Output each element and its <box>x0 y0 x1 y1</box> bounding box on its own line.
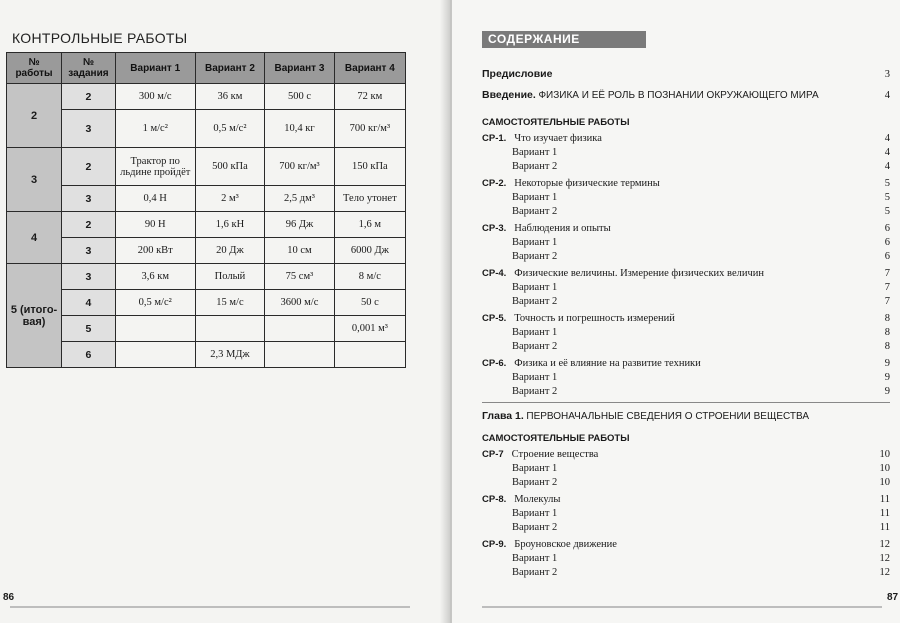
toc-entry-work[interactable] <box>482 222 890 235</box>
cell: 75 см³ <box>265 264 335 290</box>
page-ref: 8 <box>884 341 890 352</box>
page-ref: 4 <box>884 161 890 172</box>
header-work: № работы <box>7 53 62 84</box>
cell: 500 с <box>265 84 335 110</box>
cell: 10,4 кг <box>265 110 335 148</box>
work-title: Строение вещества <box>511 449 599 460</box>
page-number-left: 86 <box>3 592 15 603</box>
page-ref: 9 <box>884 386 890 397</box>
table-row <box>7 84 406 110</box>
cell: 1,6 м <box>334 212 405 238</box>
toc-entry-variant[interactable] <box>482 552 890 565</box>
footer-rule <box>482 606 882 608</box>
cell: 300 м/с <box>115 84 195 110</box>
page-ref: 9 <box>884 372 890 383</box>
work-cell: 5 (итого-вая) <box>7 264 62 368</box>
work-code: СР-6. <box>482 358 507 369</box>
page-ref: 6 <box>884 237 890 248</box>
work-title: Физические величины. Измерение физических величин <box>514 268 764 279</box>
chapter-label: ПЕРВОНАЧАЛЬНЫЕ СВЕДЕНИЯ О СТРОЕНИИ ВЕЩЕСТВА <box>526 411 809 422</box>
page-ref: 10 <box>879 477 890 488</box>
cell: 8 м/с <box>334 264 405 290</box>
contents-header: СОДЕРЖАНИЕ <box>482 31 646 48</box>
work-code: СР-4. <box>482 268 507 279</box>
page-ref: 10 <box>879 463 890 474</box>
page-ref: 9 <box>884 358 890 369</box>
toc-entry-variant[interactable] <box>482 191 890 204</box>
cell: 6000 Дж <box>334 238 405 264</box>
header-v3: Вариант 3 <box>265 53 335 84</box>
toc-entry-variant[interactable] <box>482 340 890 353</box>
toc-entry-variant[interactable] <box>482 385 890 398</box>
work-code: СР-8. <box>482 494 507 505</box>
variant-label: Вариант 1 <box>512 372 558 383</box>
variant-label: Вариант 2 <box>512 386 558 397</box>
cell: 36 км <box>195 84 265 110</box>
task-cell: 5 <box>62 316 116 342</box>
table-row <box>7 212 406 238</box>
task-cell: 3 <box>62 238 116 264</box>
toc-entry-work[interactable] <box>482 538 890 551</box>
work-title: Молекулы <box>514 494 561 505</box>
page-ref: 7 <box>884 268 890 279</box>
cell: Полый <box>195 264 265 290</box>
right-page <box>452 0 900 623</box>
work-code: СР-3. <box>482 223 507 234</box>
footer-rule <box>10 606 410 608</box>
cell: 15 м/с <box>195 290 265 316</box>
table-row <box>7 110 406 148</box>
page-ref: 4 <box>884 90 890 101</box>
header-v2: Вариант 2 <box>195 53 265 84</box>
variant-label: Вариант 2 <box>512 161 558 172</box>
cell <box>265 316 335 342</box>
variant-label: Вариант 1 <box>512 282 558 293</box>
cell: 0,5 м/с² <box>195 110 265 148</box>
variant-label: Вариант 2 <box>512 251 558 262</box>
toc-entry-work[interactable] <box>482 357 890 370</box>
page-ref: 11 <box>879 508 890 519</box>
toc-entry-work[interactable] <box>482 312 890 325</box>
section-title: САМОСТОЯТЕЛЬНЫЕ РАБОТЫ <box>482 117 630 128</box>
page-ref: 4 <box>884 133 890 144</box>
variant-label: Вариант 2 <box>512 477 558 488</box>
page-title: КОНТРОЛЬНЫЕ РАБОТЫ <box>12 30 188 46</box>
cell: 500 кПа <box>195 148 265 186</box>
cell <box>115 342 195 368</box>
cell: 3600 м/с <box>265 290 335 316</box>
variant-label: Вариант 1 <box>512 553 558 564</box>
task-cell: 6 <box>62 342 116 368</box>
page-ref: 10 <box>879 449 890 460</box>
toc-entry-variant[interactable] <box>482 521 890 534</box>
toc-entry-chapter1[interactable] <box>482 410 890 423</box>
page-ref: 12 <box>879 567 890 578</box>
left-page <box>0 0 448 623</box>
cell: 0,5 м/с² <box>115 290 195 316</box>
page-ref: 8 <box>884 327 890 338</box>
section-title: САМОСТОЯТЕЛЬНЫЕ РАБОТЫ <box>482 433 630 444</box>
toc-entry-intro[interactable] <box>482 89 890 102</box>
cell: 700 кг/м³ <box>334 110 405 148</box>
cell: 1 м/с² <box>115 110 195 148</box>
table-row <box>7 290 406 316</box>
page-ref: 5 <box>884 206 890 217</box>
cell <box>195 316 265 342</box>
cell: Трактор по льдине пройдёт <box>115 148 195 186</box>
toc-entry-variant[interactable] <box>482 250 890 263</box>
page-ref: 8 <box>884 313 890 324</box>
task-cell: 3 <box>62 264 116 290</box>
table-row <box>7 264 406 290</box>
work-title: Броуновское движение <box>514 539 617 550</box>
page-number-right: 87 <box>887 592 899 603</box>
toc-entry-variant[interactable] <box>482 205 890 218</box>
header-task: № задания <box>62 53 116 84</box>
work-code: СР-1. <box>482 133 507 144</box>
toc-entry-work[interactable] <box>482 448 890 461</box>
work-cell: 2 <box>7 84 62 148</box>
cell: 700 кг/м³ <box>265 148 335 186</box>
page-ref: 6 <box>884 223 890 234</box>
intro-label: ФИЗИКА И ЕЁ РОЛЬ В ПОЗНАНИИ ОКРУЖАЮЩЕГО МИРА <box>538 90 819 101</box>
cell <box>265 342 335 368</box>
cell: 2,3 МДж <box>195 342 265 368</box>
task-cell: 2 <box>62 212 116 238</box>
header-v4: Вариант 4 <box>334 53 405 84</box>
page-ref: 12 <box>879 553 890 564</box>
table-row <box>7 148 406 186</box>
toc-entry-variant[interactable] <box>482 371 890 384</box>
variant-label: Вариант 1 <box>512 147 558 158</box>
toc-entry-variant[interactable] <box>482 146 890 159</box>
work-code: СР-5. <box>482 313 507 324</box>
table-header-row <box>7 53 406 84</box>
page-ref: 6 <box>884 251 890 262</box>
task-cell: 2 <box>62 148 116 186</box>
task-cell: 3 <box>62 186 116 212</box>
cell: 20 Дж <box>195 238 265 264</box>
page-ref: 5 <box>884 192 890 203</box>
toc-entry-work[interactable] <box>482 267 890 280</box>
intro-prefix: Введение. <box>482 89 536 101</box>
page-ref: 7 <box>884 296 890 307</box>
work-title: Наблюдения и опыты <box>514 223 611 234</box>
work-code: СР-7 <box>482 449 504 460</box>
variant-label: Вариант 1 <box>512 508 558 519</box>
variant-label: Вариант 2 <box>512 296 558 307</box>
cell: 0,001 м³ <box>334 316 405 342</box>
toc-entry-variant[interactable] <box>482 507 890 520</box>
work-title: Некоторые физические термины <box>514 178 660 189</box>
variant-label: Вариант 2 <box>512 522 558 533</box>
work-title: Точность и погрешность измерений <box>514 313 675 324</box>
cell: 3,6 км <box>115 264 195 290</box>
preface-label: Предисловие <box>482 68 553 80</box>
variant-label: Вариант 1 <box>512 237 558 248</box>
toc-entry-variant[interactable] <box>482 326 890 339</box>
cell: 2,5 дм³ <box>265 186 335 212</box>
cell: 150 кПа <box>334 148 405 186</box>
cell: 10 см <box>265 238 335 264</box>
task-cell: 2 <box>62 84 116 110</box>
page-ref: 3 <box>884 69 890 80</box>
page-ref: 11 <box>879 494 890 505</box>
work-cell: 3 <box>7 148 62 212</box>
answers-table <box>6 52 406 368</box>
variant-label: Вариант 1 <box>512 327 558 338</box>
toc-entry-variant[interactable] <box>482 295 890 308</box>
page-ref: 7 <box>884 282 890 293</box>
variant-label: Вариант 1 <box>512 192 558 203</box>
variant-label: Вариант 1 <box>512 463 558 474</box>
chapter-rule <box>482 402 890 403</box>
cell: 50 с <box>334 290 405 316</box>
cell: Тело утонет <box>334 186 405 212</box>
cell: 2 м³ <box>195 186 265 212</box>
toc-entry-variant[interactable] <box>482 236 890 249</box>
cell <box>115 316 195 342</box>
table-row <box>7 238 406 264</box>
work-cell: 4 <box>7 212 62 264</box>
toc-entry-preface[interactable] <box>482 68 890 81</box>
toc-entry-work[interactable] <box>482 493 890 506</box>
toc-entry-variant[interactable] <box>482 476 890 489</box>
toc-entry-variant[interactable] <box>482 281 890 294</box>
work-title: Физика и её влияние на развитие техники <box>514 358 701 369</box>
page-ref: 11 <box>879 522 890 533</box>
table-row <box>7 316 406 342</box>
page-ref: 4 <box>884 147 890 158</box>
variant-label: Вариант 2 <box>512 341 558 352</box>
work-code: СР-9. <box>482 539 507 550</box>
cell: 96 Дж <box>265 212 335 238</box>
work-code: СР-2. <box>482 178 507 189</box>
toc-entry-work[interactable] <box>482 132 890 145</box>
toc-entry-variant[interactable] <box>482 462 890 475</box>
cell: 0,4 Н <box>115 186 195 212</box>
task-cell: 4 <box>62 290 116 316</box>
work-title: Что изучает физика <box>514 133 602 144</box>
variant-label: Вариант 2 <box>512 567 558 578</box>
cell: 90 Н <box>115 212 195 238</box>
cell: 200 кВт <box>115 238 195 264</box>
table-row <box>7 342 406 368</box>
table-row <box>7 186 406 212</box>
toc-entry-variant[interactable] <box>482 566 890 579</box>
cell: 72 км <box>334 84 405 110</box>
page-ref: 12 <box>879 539 890 550</box>
variant-label: Вариант 2 <box>512 206 558 217</box>
header-v1: Вариант 1 <box>115 53 195 84</box>
toc-entry-work[interactable] <box>482 177 890 190</box>
cell: 1,6 кН <box>195 212 265 238</box>
cell <box>334 342 405 368</box>
toc-entry-variant[interactable] <box>482 160 890 173</box>
page-ref: 5 <box>884 178 890 189</box>
task-cell: 3 <box>62 110 116 148</box>
chapter-prefix: Глава 1. <box>482 410 524 422</box>
